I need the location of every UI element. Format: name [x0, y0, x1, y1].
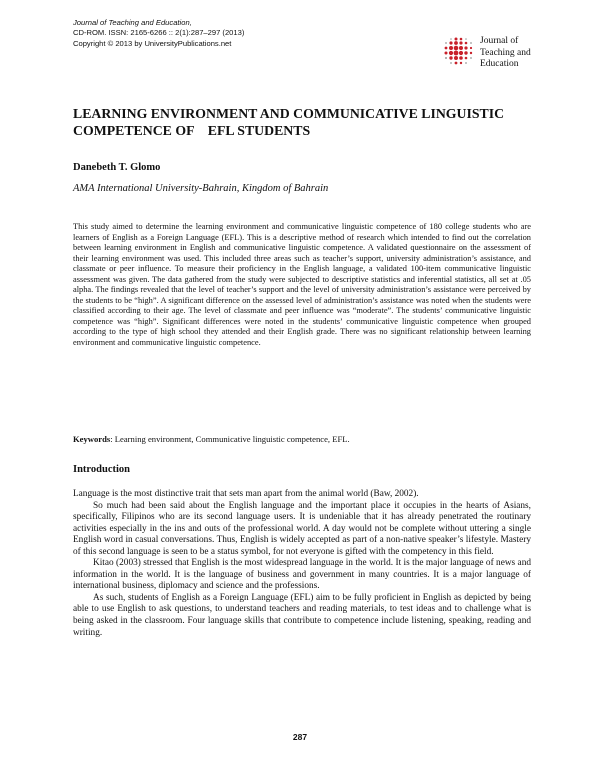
- logo-line: Education: [480, 59, 519, 69]
- journal-name: Journal of Teaching and Education,: [73, 18, 192, 27]
- page-number: 287: [292, 732, 308, 742]
- keywords-list: : Learning environment, Communicative linguistic competence, EFL.: [110, 434, 350, 444]
- dot-grid-logo-icon: [442, 37, 476, 67]
- paragraph: Language is the most distinctive trait that sets man apart from the animal world (Baw, 2002).: [73, 489, 419, 499]
- author-name: Danebeth T. Glomo: [73, 162, 161, 173]
- author-affiliation: AMA International University-Bahrain, Kingdom of Bahrain: [73, 183, 329, 194]
- body-text: [73, 489, 531, 639]
- journal-header: [73, 18, 244, 49]
- keywords-label: Keywords: [73, 434, 111, 444]
- logo-text: [480, 36, 531, 71]
- paragraph: Kitao (2003) stressed that English is the most widespread language in the world. It is the major language of news and information in the world. It is the language of business and government in many countries. It is a major language of international business, diplomacy and science and the professions.: [73, 558, 531, 592]
- journal-copyright: Copyright © 2013 by UniversityPublications.net: [73, 38, 232, 48]
- logo-line: Journal of: [480, 36, 519, 46]
- journal-logo: [442, 37, 531, 71]
- section-heading-introduction: Introduction: [73, 464, 130, 475]
- paper-title: LEARNING ENVIRONMENT AND COMMUNICATIVE LINGUISTIC COMPETENCE OF EFL STUDENTS: [73, 106, 508, 138]
- logo-line: Teaching and: [480, 47, 531, 58]
- paragraph: So much had been said about the English language and the important place it occupies in the hearts of Asians, specifically, Filipinos who are its second language users. It is undeniable that it has already penetrated the routinary activities especially in the ins and outs of the professional world. A day would not be complete without uttering a single English word in casual conversations. Thus, English is widely accepted as part of a non-native speaker’s lifestyle. Mastery of this second language is seen to be a status symbol, for not everyone is gifted with the competency in this field.: [73, 500, 531, 557]
- journal-issn: CD-ROM. ISSN: 2165-6266 :: 2(1):287–297 (2013): [73, 28, 245, 38]
- paragraph: As such, students of English as a Foreign Language (EFL) aim to be fully proficient in English as depicted by being able to use English to ask questions, to understand teachers and reading materials, to test ideas and to challenge what is being asked in the classroom. Four language skills that contribute to competence include listening, speaking, reading and writing.: [73, 592, 531, 638]
- keywords: [73, 434, 350, 444]
- abstract: This study aimed to determine the learning environment and communicative linguistic competence of 180 college students who are learners of English as a Foreign Language (EFL). This is a descriptive method of research which intended to find out the correlation between learning environment in English and communicative linguistic competence. A validated questionnaire on the assessment of their learning environment was used. This included three areas such as teacher’s support, university administration’s assistance, and classmate or peer influence. To measure their proficiency in the English language, a validated 100-item communicative linguistic assessment was given. The data gathered from the study were subjected to descriptive statistics and inferential statistics, all set at .05 alpha. The findings revealed that the level of teacher’s support and the level of university administration’s assistance were perceived by the students to be “high”. A significant difference on the assessed level of administration’s assistance was noted when the students were classified according to their age. The level of classmate and peer influence was “moderate”. The students’ communicative linguistic competence was “high”. Significant differences were noted in the students’ communicative linguistic competence when grouped according to the type of high school they attended and their English grade. There was no significant relationship between learning environment and communicative linguistic competence.: [73, 222, 531, 348]
